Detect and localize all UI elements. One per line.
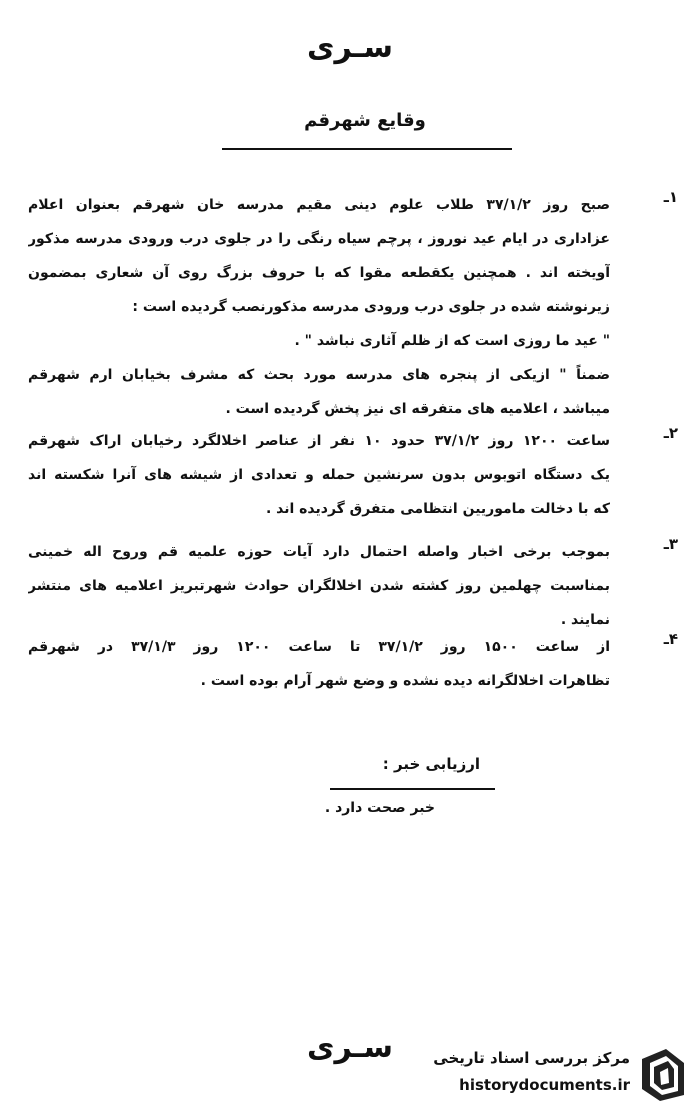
item-number: ۱ـ [663,188,678,206]
classification-bottom: سـری [307,1030,393,1065]
item-line: زیرنوشته شده در جلوی درب ورودی مدرسه مذکورنصب گردیده است : [132,299,610,315]
classification-top: سـری [307,30,393,65]
archive-logo-icon [638,1045,688,1103]
source-evaluation-label: ارزیابی خبر : [382,755,480,773]
source-evaluation-value: خبر صحت دارد . [324,800,435,816]
heading-underline [222,148,512,150]
item-line: بمناسبت چهلمین روز کشته شدن اخلالگران حوادث شهرتبریز اعلامیه های منتشر [28,578,610,594]
item-number: ۲ـ [663,424,678,442]
watermark-text: مرکز بررسی اسناد تاریخی [433,1049,630,1067]
item-number: ۴ـ [663,630,678,648]
source-underline [330,788,495,790]
item-line: صبح روز ۳۷/۱/۲ طلاب علوم دینی مقیم مدرسه خان شهرقم بعنوان اعلام [28,197,610,213]
item-line: نمایند . [560,612,610,628]
item-line: عزاداری در ایام عید نوروز ، پرچم سیاه رنگی را در جلوی درب ورودی مدرسه مذکور [28,231,610,247]
item-line: بموجب برخی اخبار واصله احتمال دارد آیات حوزه علمیه قم وروح اله خمینی [28,544,610,560]
item-line: ساعت ۱۲۰۰ روز ۳۷/۱/۲ حدود ۱۰ نفر از عناصر اخلالگرد رخیابان اراک شهرقم [28,433,610,449]
item-line: از ساعت ۱۵۰۰ روز ۳۷/۱/۲ تا ساعت ۱۲۰۰ روز ۳۷/۱/۳ در شهرقم [28,639,610,655]
document-heading: وقایع شهرقم [304,110,426,131]
archive-watermark [418,1045,688,1105]
item-line: " عید ما روزی است که از ظلم آثاری نباشد " . [294,333,610,349]
watermark-url: historydocuments.ir [459,1076,630,1094]
item-line: تظاهرات اخلالگرانه دیده نشده و وضع شهر آرام بوده است . [200,673,610,689]
item-line: آویخته اند . همچنین یکقطعه مقوا که با حروف بزرگ روی آن شعاری بمضمون [28,265,610,281]
item-number: ۳ـ [663,535,678,553]
item-line: یک دستگاه اتوبوس بدون سرنشین حمله و تعدادی از شیشه های آنرا شکسته اند [28,467,610,483]
item-line: میباشد ، اعلامیه های متفرقه ای نیز پخش گردیده است . [225,401,610,417]
item-line: ضمناً " ازیکی از پنجره های مدرسه مورد بحث که مشرف بخیابان ارم شهرقم [28,367,610,383]
item-line: که با دخالت ماموریین انتظامی متفرق گردیده اند . [265,501,610,517]
